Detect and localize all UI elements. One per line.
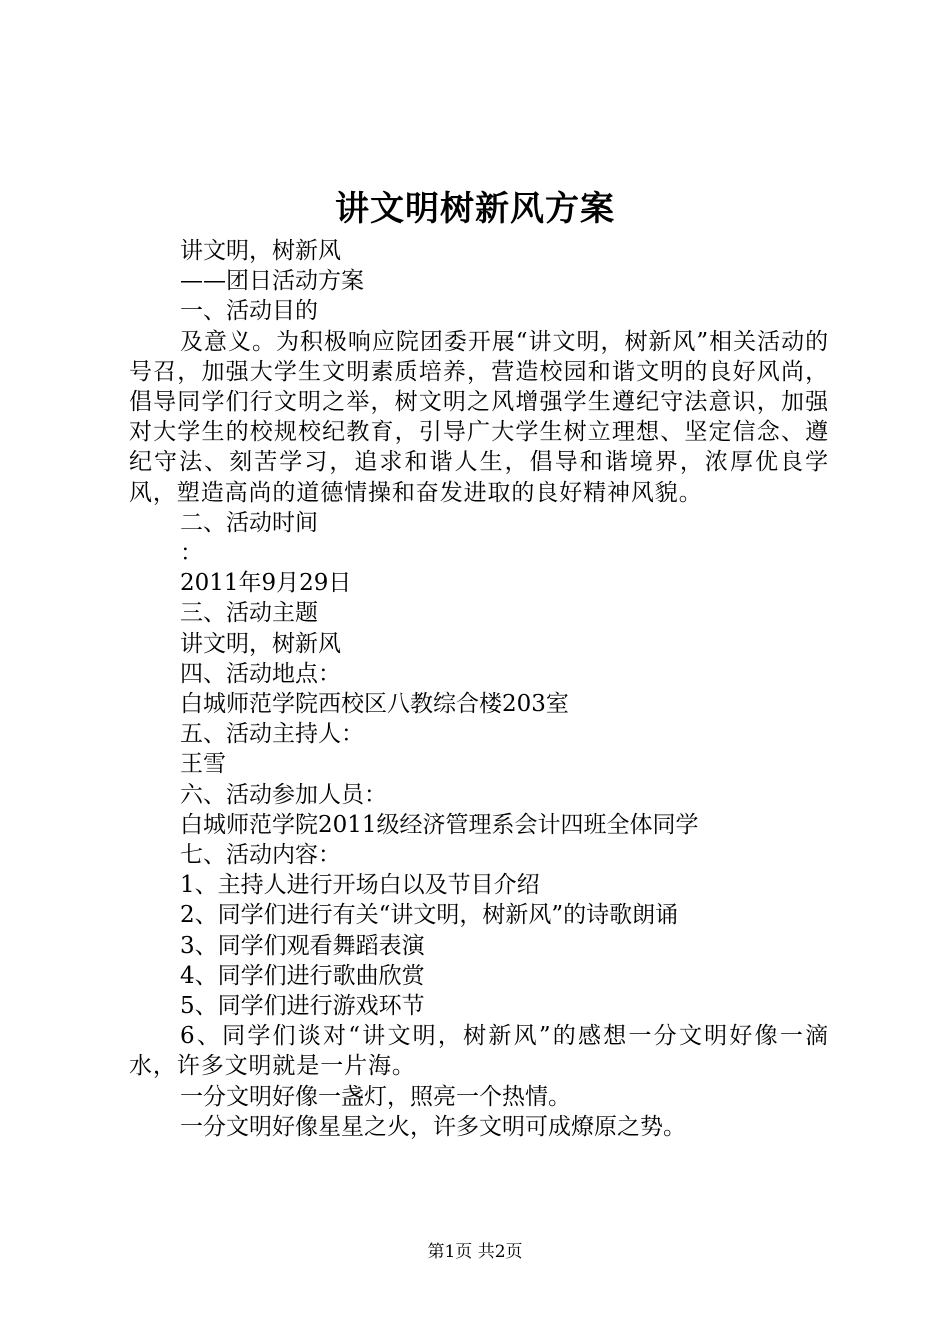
- page-footer: 第1页 共2页: [427, 1242, 523, 1262]
- section-heading-participants: 六、活动参加人员：: [180, 781, 387, 808]
- subtitle-plan: ——团日活动方案: [180, 268, 364, 295]
- document-body: [129, 236, 829, 1142]
- host-value: 王雪: [180, 751, 226, 778]
- document-title: 讲文明树新风方案: [335, 189, 615, 229]
- section-heading-content: 七、活动内容：: [180, 842, 341, 869]
- subtitle-line: 讲文明，树新风: [180, 238, 341, 264]
- section-heading-time: 二、活动时间: [180, 509, 318, 536]
- content-item-2: 2、同学们进行有关“讲文明，树新风”的诗歌朗诵: [180, 902, 679, 929]
- theme-value: 讲文明，树新风: [180, 630, 341, 657]
- content-item-4: 4、同学们进行歌曲欣赏: [180, 962, 425, 989]
- participants-value: 白城师范学院2011级经济管理系会计四班全体同学: [180, 811, 699, 838]
- section-heading-purpose: 一、活动目的: [180, 298, 318, 325]
- time-colon: ：: [180, 540, 203, 567]
- content-item-6: 6、同学们谈对“讲文明，树新风”的感想一分文明好像一滴水，许多文明就是一片海。: [129, 1023, 829, 1080]
- time-value: 2011年9月29日: [180, 570, 352, 597]
- content-item-3: 3、同学们观看舞蹈表演: [180, 932, 425, 959]
- location-value: 白城师范学院西校区八教综合楼203室: [180, 691, 569, 718]
- section-heading-theme: 三、活动主题: [180, 600, 318, 627]
- content-item-5: 5、同学们进行游戏环节: [180, 993, 425, 1020]
- closing-line-1: 一分文明好像一盏灯，照亮一个热情。: [180, 1083, 571, 1110]
- content-item-1: 1、主持人进行开场白以及节目介绍: [180, 872, 540, 899]
- purpose-paragraph: 及意义。为积极响应院团委开展“讲文明，树新风”相关活动的号召，加强大学生文明素质培养，营造校园和谐文明的良好风尚，倡导同学们行文明之举，树文明之风增强学生遵纪守法意识，加强对大学生的校规校纪教育，引导广大学生树立理想、坚定信念、遵纪守法、刻苦学习，追求和谐人生，倡导和谐境界，浓厚优良学风，塑造高尚的道德情操和奋发进取的良好精神风貌。: [129, 328, 829, 506]
- closing-line-2: 一分文明好像星星之火，许多文明可成燎原之势。: [180, 1113, 686, 1140]
- section-heading-location: 四、活动地点：: [180, 660, 341, 687]
- section-heading-host: 五、活动主持人：: [180, 721, 364, 748]
